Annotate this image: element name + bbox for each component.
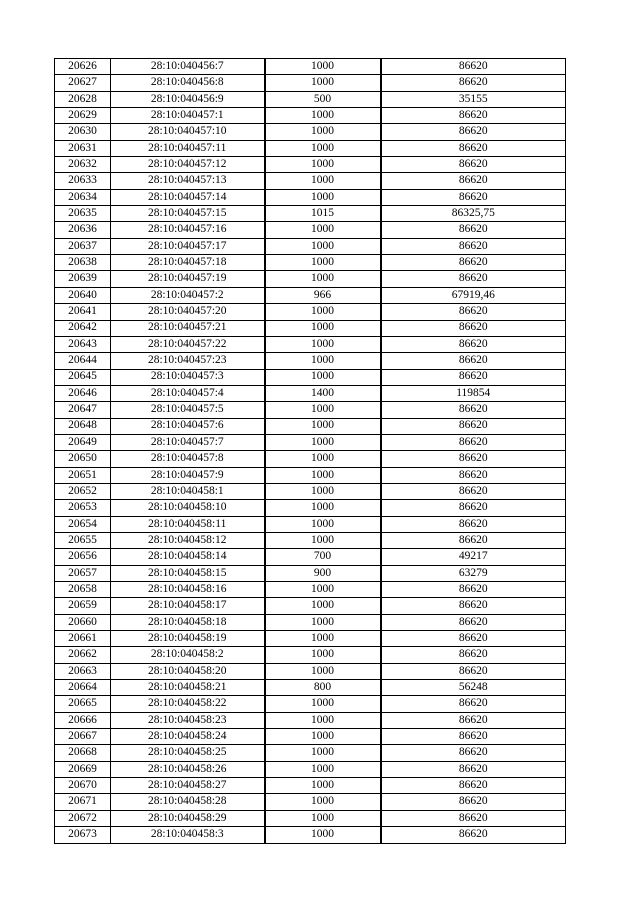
cadastral-number-cell: 28:10:040457:6	[111, 418, 265, 434]
cadastral-number-cell: 28:10:040457:4	[111, 385, 265, 401]
table-row	[55, 696, 566, 712]
row-number-cell: 20641	[55, 304, 111, 320]
table-row	[55, 206, 566, 222]
row-number-cell: 20666	[55, 712, 111, 728]
area-cell: 1000	[265, 696, 381, 712]
value-cell: 86620	[381, 75, 566, 91]
value-cell: 86620	[381, 827, 566, 843]
table-row	[55, 271, 566, 287]
table-row	[55, 173, 566, 189]
cadastral-number-cell: 28:10:040457:22	[111, 336, 265, 352]
row-number-cell: 20644	[55, 353, 111, 369]
value-cell: 86620	[381, 500, 566, 516]
table-row	[55, 761, 566, 777]
area-cell: 1000	[265, 173, 381, 189]
cadastral-number-cell: 28:10:040458:12	[111, 532, 265, 548]
table-row	[55, 255, 566, 271]
table-row	[55, 222, 566, 238]
row-number-cell: 20665	[55, 696, 111, 712]
cadastral-number-cell: 28:10:040458:19	[111, 631, 265, 647]
area-cell: 1000	[265, 434, 381, 450]
table-row	[55, 369, 566, 385]
cadastral-number-cell: 28:10:040458:15	[111, 565, 265, 581]
area-cell: 1000	[265, 532, 381, 548]
row-number-cell: 20628	[55, 91, 111, 107]
area-cell: 1000	[265, 255, 381, 271]
row-number-cell: 20627	[55, 75, 111, 91]
parcel-table	[54, 58, 566, 844]
value-cell: 67919,46	[381, 287, 566, 303]
area-cell: 1000	[265, 418, 381, 434]
row-number-cell: 20646	[55, 385, 111, 401]
area-cell: 1400	[265, 385, 381, 401]
row-number-cell: 20667	[55, 729, 111, 745]
area-cell: 1000	[265, 140, 381, 156]
parcel-table-body	[55, 59, 566, 844]
cadastral-number-cell: 28:10:040458:17	[111, 598, 265, 614]
table-row	[55, 238, 566, 254]
value-cell: 86620	[381, 353, 566, 369]
area-cell: 800	[265, 680, 381, 696]
cadastral-number-cell: 28:10:040456:9	[111, 91, 265, 107]
area-cell: 1000	[265, 304, 381, 320]
value-cell: 86620	[381, 483, 566, 499]
cadastral-number-cell: 28:10:040457:5	[111, 402, 265, 418]
cadastral-number-cell: 28:10:040458:20	[111, 663, 265, 679]
value-cell: 86620	[381, 532, 566, 548]
row-number-cell: 20638	[55, 255, 111, 271]
cadastral-number-cell: 28:10:040457:8	[111, 451, 265, 467]
row-number-cell: 20671	[55, 794, 111, 810]
area-cell: 1015	[265, 206, 381, 222]
area-cell: 900	[265, 565, 381, 581]
table-row	[55, 467, 566, 483]
table-row	[55, 287, 566, 303]
row-number-cell: 20642	[55, 320, 111, 336]
table-row	[55, 483, 566, 499]
row-number-cell: 20659	[55, 598, 111, 614]
value-cell: 86620	[381, 794, 566, 810]
cadastral-number-cell: 28:10:040457:19	[111, 271, 265, 287]
cadastral-number-cell: 28:10:040457:21	[111, 320, 265, 336]
row-number-cell: 20634	[55, 189, 111, 205]
value-cell: 86620	[381, 189, 566, 205]
table-row	[55, 680, 566, 696]
row-number-cell: 20661	[55, 631, 111, 647]
table-row	[55, 304, 566, 320]
value-cell: 86325,75	[381, 206, 566, 222]
cadastral-number-cell: 28:10:040457:3	[111, 369, 265, 385]
table-row	[55, 91, 566, 107]
table-row	[55, 451, 566, 467]
value-cell: 35155	[381, 91, 566, 107]
area-cell: 1000	[265, 467, 381, 483]
table-row	[55, 810, 566, 826]
area-cell: 1000	[265, 189, 381, 205]
value-cell: 86620	[381, 663, 566, 679]
cadastral-number-cell: 28:10:040458:27	[111, 778, 265, 794]
cadastral-number-cell: 28:10:040458:11	[111, 516, 265, 532]
table-row	[55, 434, 566, 450]
value-cell: 86620	[381, 614, 566, 630]
row-number-cell: 20633	[55, 173, 111, 189]
value-cell: 86620	[381, 402, 566, 418]
table-row	[55, 108, 566, 124]
area-cell: 1000	[265, 778, 381, 794]
cadastral-number-cell: 28:10:040458:16	[111, 582, 265, 598]
cadastral-number-cell: 28:10:040458:14	[111, 549, 265, 565]
cadastral-number-cell: 28:10:040458:23	[111, 712, 265, 728]
area-cell: 1000	[265, 75, 381, 91]
area-cell: 1000	[265, 761, 381, 777]
row-number-cell: 20632	[55, 157, 111, 173]
value-cell: 86620	[381, 59, 566, 75]
table-row	[55, 189, 566, 205]
table-row	[55, 418, 566, 434]
cadastral-number-cell: 28:10:040458:26	[111, 761, 265, 777]
row-number-cell: 20663	[55, 663, 111, 679]
row-number-cell: 20654	[55, 516, 111, 532]
value-cell: 86620	[381, 582, 566, 598]
area-cell: 1000	[265, 402, 381, 418]
table-row	[55, 729, 566, 745]
value-cell: 86620	[381, 271, 566, 287]
value-cell: 86620	[381, 418, 566, 434]
area-cell: 1000	[265, 598, 381, 614]
cadastral-number-cell: 28:10:040458:25	[111, 745, 265, 761]
cadastral-number-cell: 28:10:040457:1	[111, 108, 265, 124]
cadastral-number-cell: 28:10:040457:10	[111, 124, 265, 140]
row-number-cell: 20649	[55, 434, 111, 450]
row-number-cell: 20643	[55, 336, 111, 352]
row-number-cell: 20636	[55, 222, 111, 238]
value-cell: 56248	[381, 680, 566, 696]
cadastral-number-cell: 28:10:040457:14	[111, 189, 265, 205]
value-cell: 86620	[381, 140, 566, 156]
table-row	[55, 745, 566, 761]
cadastral-number-cell: 28:10:040458:22	[111, 696, 265, 712]
value-cell: 119854	[381, 385, 566, 401]
value-cell: 86620	[381, 222, 566, 238]
row-number-cell: 20658	[55, 582, 111, 598]
table-row	[55, 614, 566, 630]
area-cell: 1000	[265, 614, 381, 630]
row-number-cell: 20660	[55, 614, 111, 630]
table-row	[55, 500, 566, 516]
table-row	[55, 663, 566, 679]
row-number-cell: 20647	[55, 402, 111, 418]
area-cell: 1000	[265, 353, 381, 369]
value-cell: 86620	[381, 745, 566, 761]
row-number-cell: 20639	[55, 271, 111, 287]
area-cell: 1000	[265, 500, 381, 516]
cadastral-number-cell: 28:10:040458:18	[111, 614, 265, 630]
area-cell: 1000	[265, 663, 381, 679]
value-cell: 86620	[381, 320, 566, 336]
area-cell: 1000	[265, 451, 381, 467]
table-row	[55, 532, 566, 548]
cadastral-number-cell: 28:10:040457:12	[111, 157, 265, 173]
table-row	[55, 516, 566, 532]
cadastral-number-cell: 28:10:040458:28	[111, 794, 265, 810]
row-number-cell: 20672	[55, 810, 111, 826]
row-number-cell: 20662	[55, 647, 111, 663]
row-number-cell: 20630	[55, 124, 111, 140]
value-cell: 86620	[381, 255, 566, 271]
table-row	[55, 827, 566, 843]
table-row	[55, 712, 566, 728]
table-row	[55, 565, 566, 581]
value-cell: 86620	[381, 434, 566, 450]
area-cell: 1000	[265, 712, 381, 728]
table-row	[55, 402, 566, 418]
row-number-cell: 20651	[55, 467, 111, 483]
area-cell: 1000	[265, 647, 381, 663]
row-number-cell: 20673	[55, 827, 111, 843]
area-cell: 1000	[265, 271, 381, 287]
cadastral-number-cell: 28:10:040457:23	[111, 353, 265, 369]
value-cell: 49217	[381, 549, 566, 565]
row-number-cell: 20669	[55, 761, 111, 777]
cadastral-number-cell: 28:10:040456:8	[111, 75, 265, 91]
table-row	[55, 157, 566, 173]
cadastral-number-cell: 28:10:040457:9	[111, 467, 265, 483]
cadastral-number-cell: 28:10:040457:20	[111, 304, 265, 320]
value-cell: 86620	[381, 631, 566, 647]
area-cell: 1000	[265, 483, 381, 499]
row-number-cell: 20655	[55, 532, 111, 548]
table-row	[55, 631, 566, 647]
table-row	[55, 140, 566, 156]
table-row	[55, 647, 566, 663]
value-cell: 86620	[381, 778, 566, 794]
area-cell: 1000	[265, 631, 381, 647]
row-number-cell: 20657	[55, 565, 111, 581]
area-cell: 1000	[265, 157, 381, 173]
value-cell: 86620	[381, 761, 566, 777]
row-number-cell: 20652	[55, 483, 111, 499]
area-cell: 1000	[265, 124, 381, 140]
value-cell: 86620	[381, 173, 566, 189]
row-number-cell: 20629	[55, 108, 111, 124]
row-number-cell: 20656	[55, 549, 111, 565]
area-cell: 1000	[265, 794, 381, 810]
value-cell: 86620	[381, 467, 566, 483]
cadastral-number-cell: 28:10:040458:1	[111, 483, 265, 499]
cadastral-number-cell: 28:10:040458:21	[111, 680, 265, 696]
area-cell: 1000	[265, 810, 381, 826]
table-row	[55, 353, 566, 369]
row-number-cell: 20670	[55, 778, 111, 794]
value-cell: 63279	[381, 565, 566, 581]
table-row	[55, 778, 566, 794]
row-number-cell: 20645	[55, 369, 111, 385]
value-cell: 86620	[381, 157, 566, 173]
cadastral-number-cell: 28:10:040457:13	[111, 173, 265, 189]
value-cell: 86620	[381, 810, 566, 826]
cadastral-number-cell: 28:10:040458:3	[111, 827, 265, 843]
value-cell: 86620	[381, 451, 566, 467]
cadastral-number-cell: 28:10:040457:15	[111, 206, 265, 222]
value-cell: 86620	[381, 108, 566, 124]
row-number-cell: 20637	[55, 238, 111, 254]
row-number-cell: 20653	[55, 500, 111, 516]
value-cell: 86620	[381, 369, 566, 385]
area-cell: 1000	[265, 369, 381, 385]
area-cell: 1000	[265, 320, 381, 336]
area-cell: 1000	[265, 108, 381, 124]
area-cell: 1000	[265, 516, 381, 532]
cadastral-number-cell: 28:10:040458:10	[111, 500, 265, 516]
row-number-cell: 20635	[55, 206, 111, 222]
area-cell: 1000	[265, 59, 381, 75]
cadastral-number-cell: 28:10:040457:17	[111, 238, 265, 254]
row-number-cell: 20631	[55, 140, 111, 156]
area-cell: 1000	[265, 729, 381, 745]
cadastral-number-cell: 28:10:040458:24	[111, 729, 265, 745]
value-cell: 86620	[381, 304, 566, 320]
area-cell: 1000	[265, 827, 381, 843]
cadastral-number-cell: 28:10:040457:11	[111, 140, 265, 156]
value-cell: 86620	[381, 729, 566, 745]
table-row	[55, 320, 566, 336]
table-row	[55, 124, 566, 140]
row-number-cell: 20668	[55, 745, 111, 761]
value-cell: 86620	[381, 238, 566, 254]
table-row	[55, 336, 566, 352]
row-number-cell: 20626	[55, 59, 111, 75]
value-cell: 86620	[381, 598, 566, 614]
table-row	[55, 598, 566, 614]
cadastral-number-cell: 28:10:040456:7	[111, 59, 265, 75]
value-cell: 86620	[381, 712, 566, 728]
table-row	[55, 385, 566, 401]
cadastral-number-cell: 28:10:040458:2	[111, 647, 265, 663]
row-number-cell: 20664	[55, 680, 111, 696]
cadastral-number-cell: 28:10:040457:18	[111, 255, 265, 271]
area-cell: 966	[265, 287, 381, 303]
table-row	[55, 549, 566, 565]
area-cell: 1000	[265, 238, 381, 254]
cadastral-number-cell: 28:10:040457:2	[111, 287, 265, 303]
area-cell: 700	[265, 549, 381, 565]
cadastral-number-cell: 28:10:040458:29	[111, 810, 265, 826]
table-row	[55, 59, 566, 75]
value-cell: 86620	[381, 516, 566, 532]
area-cell: 1000	[265, 222, 381, 238]
value-cell: 86620	[381, 124, 566, 140]
area-cell: 1000	[265, 336, 381, 352]
cadastral-number-cell: 28:10:040457:16	[111, 222, 265, 238]
value-cell: 86620	[381, 647, 566, 663]
table-row	[55, 582, 566, 598]
area-cell: 1000	[265, 582, 381, 598]
row-number-cell: 20640	[55, 287, 111, 303]
row-number-cell: 20648	[55, 418, 111, 434]
table-row	[55, 794, 566, 810]
area-cell: 1000	[265, 745, 381, 761]
area-cell: 500	[265, 91, 381, 107]
row-number-cell: 20650	[55, 451, 111, 467]
table-row	[55, 75, 566, 91]
value-cell: 86620	[381, 696, 566, 712]
cadastral-number-cell: 28:10:040457:7	[111, 434, 265, 450]
value-cell: 86620	[381, 336, 566, 352]
